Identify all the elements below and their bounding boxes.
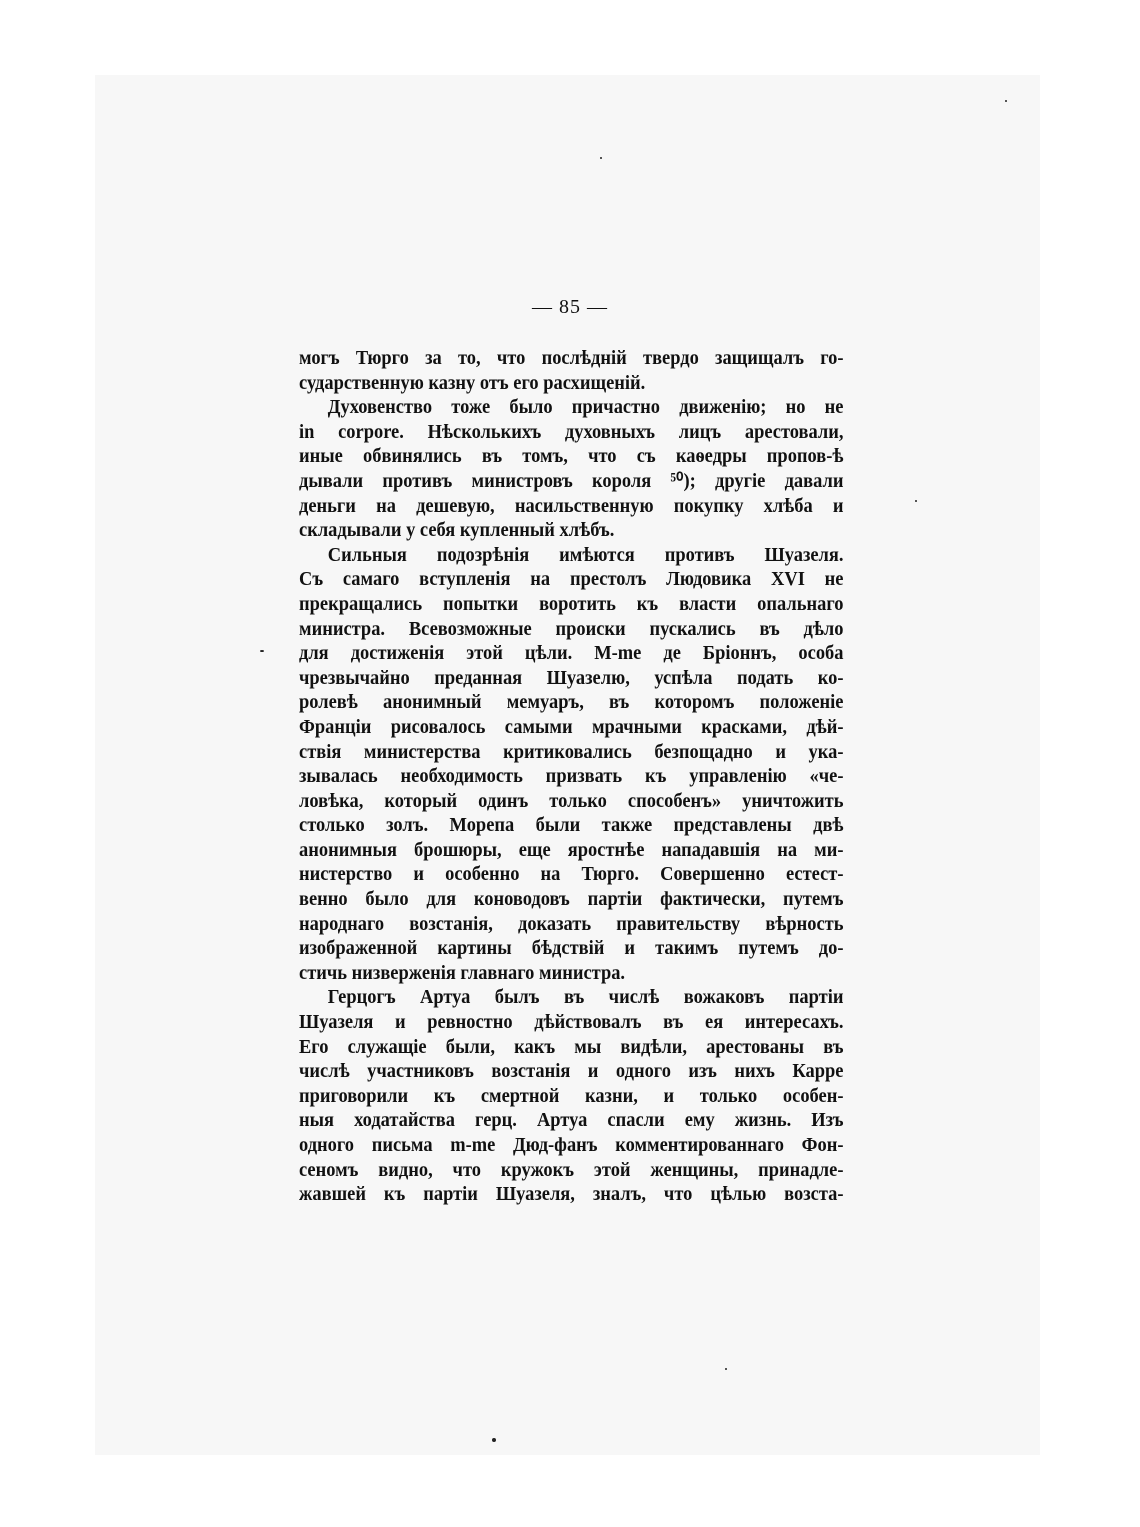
text-line: дывали противъ министровъ короля ⁵⁰); другіе давали [299,469,844,492]
text-line: министра. Всевозможные происки пускались въ дѣло [299,617,844,640]
text-line: одного письма m-me Дюд-фанъ комментированнаго Фон- [299,1134,844,1156]
text-line: деньги на дешевую, насильственную покупку хлѣба и [299,494,844,517]
text-line: Франціи рисовалось самыми мрачными красками, дѣй- [299,715,844,738]
text-line: изображенной картины бѣдствій и такимъ путемъ до- [299,937,844,960]
text-line: числѣ участниковъ возстанія и одного изъ нихъ Карре [299,1060,844,1083]
text-line: жавшей къ партіи Шуазеля, зналъ, что цѣлью возста- [299,1183,844,1206]
scan-speck [1005,100,1007,102]
text-line: in corpore. Нѣсколькихъ духовныхъ лицъ арестовали, [299,420,844,443]
text-line: сударственную казну отъ его расхищеній. [299,371,646,394]
scan-speck [600,157,602,159]
text-line: народнаго возстанія, доказать правительству вѣрность [299,912,844,935]
text-line: Герцогъ Артуа былъ въ числѣ вожаковъ партіи [327,986,844,1009]
text-line: иные обвинялись въ томъ, что съ каѳедры пропов-ѣ [299,445,844,468]
scan-speck [492,1438,496,1442]
text-line: ролевѣ анонимный мемуаръ, въ которомъ положеніе [299,691,844,714]
body-text [299,346,844,1207]
text-line: могъ Тюрго за то, что послѣдній твердо защищалъ го- [299,347,844,369]
text-line: для достиженія этой цѣли. M-me де Бріоннъ, особа [299,642,844,665]
scan-speck [260,650,264,652]
text-line: нистерство и особенно на Тюрго. Совершенно естест- [299,863,844,886]
page-number: — 85 — [532,296,608,318]
text-line: приговорили къ смертной казни, и только особен- [299,1084,844,1107]
scan-speck [725,1368,727,1370]
text-line: анонимныя брошюры, еще яростнѣе нападавшія на ми- [299,838,844,861]
text-line: Съ самаго вступленія на престолъ Людовика XVI не [299,568,844,591]
text-line: прекращались попытки воротить къ власти опальнаго [299,592,844,615]
text-line: Шуазеля и ревностно дѣйствовалъ въ ея интересахъ. [299,1011,844,1034]
text-line: стичь низверженія главнаго министра. [299,961,626,984]
text-line: ствія министерства критиковались безпощадно и ука- [299,740,844,763]
text-line: ловѣка, который одинъ только способенъ» уничтожить [299,789,844,812]
text-line: Сильныя подозрѣнія имѣются противъ Шуазеля. [327,543,844,566]
text-line: складывали у себя купленный хлѣбъ. [299,519,615,542]
text-line: ныя ходатайства герц. Артуа спасли ему жизнь. Изъ [299,1109,844,1132]
text-line: Духовенство тоже было причастно движенію; но не [327,396,844,419]
text-line: чрезвычайно преданная Шуазелю, успѣла подать ко- [299,666,844,689]
text-line: столько золъ. Морепа были также представлены двѣ [299,814,844,837]
text-line: зывалась необходимость призвать къ управленію «че- [299,765,844,788]
text-line: венно было для коноводовъ партіи фактически, путемъ [299,888,844,911]
text-line: сеномъ видно, что кружокъ этой женщины, принадле- [299,1158,844,1181]
text-line: Его служащіе были, какъ мы видѣли, арестованы въ [299,1035,844,1058]
scan-speck [915,500,917,502]
